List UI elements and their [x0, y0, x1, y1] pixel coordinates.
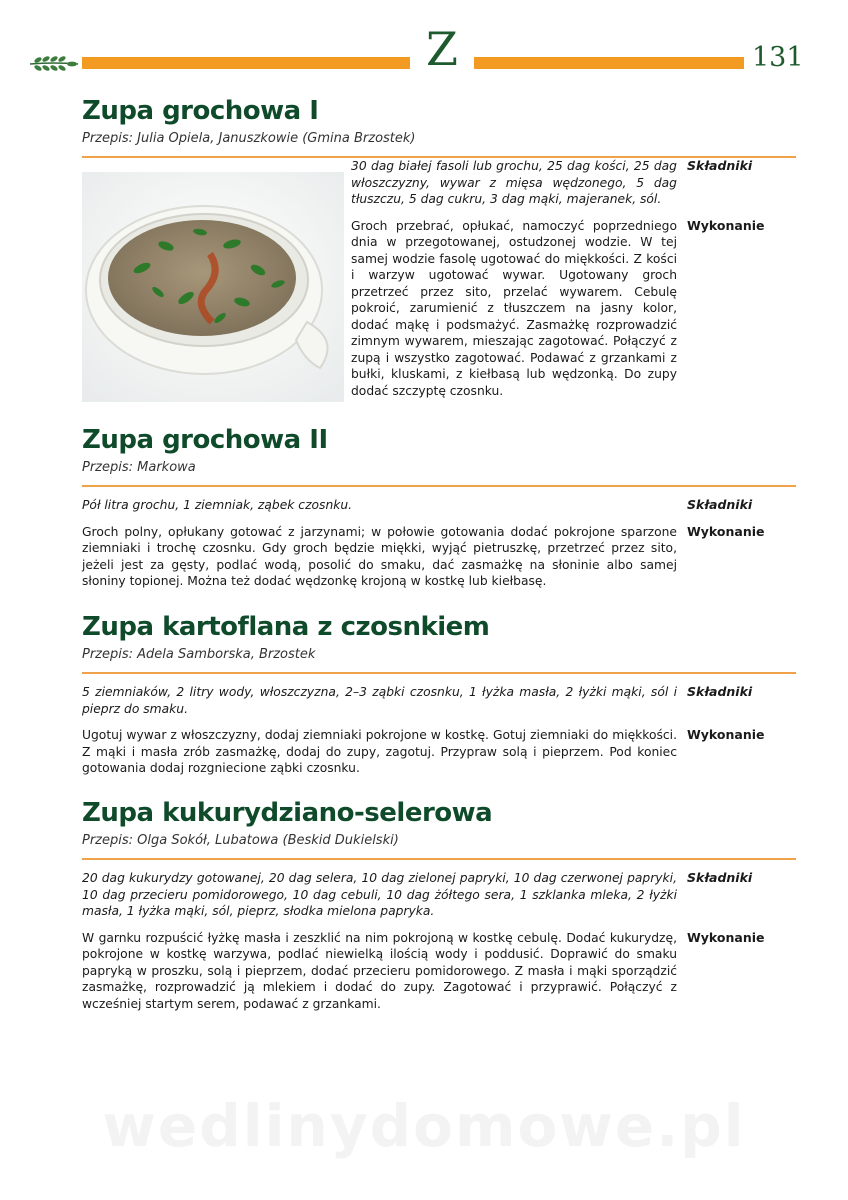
method-text: Groch polny, opłukany gotować z jarzynami; w połowie gotowania dodać pokrojone sparzone ziemniaki i trochę czosnku. Gdy groch będzie miękki, wyjąć pietruszkę, przetrzeć przez sito, jeżeli jest za gęsty, podlać wodą, posolić do smaku, dać zasmażkę na słoninie albo samej słoniny topionej. Można też dodać wędzonkę krojoną w kostkę lub kiełbasę.: [82, 524, 677, 589]
ingredients-text: 20 dag kukurydzy gotowanej, 20 dag selera, 10 dag zielonej papryki, 10 dag czerwonej papryki, 10 dag przecieru pomidorowego, 10 dag cebuli, 10 dag żółtego sera, 1 szklanka mleka, 2 łyżki masła, 1 łyżka mąki, sól, pieprz, słodka mielona papryka.: [82, 871, 677, 919]
method-label: Wykonanie: [687, 217, 765, 233]
recipe-zupa-kukurydziano-selerowa: [82, 798, 796, 1012]
divider-rule: [82, 672, 796, 674]
method-text: Groch przebrać, opłukać, namoczyć poprzedniego dnia w przegotowanej, ostudzonej wodzie. W tej samej wodzie fasolę ugotować do miękkości. Z kości i warzyw ugotować wywar. Ugotowany groch przetrzeć przez sito, przelać wywarem. Cebulę pokroić, zarumienić z tłuszczem na jasny kolor, dodać mąkę i podsmażyć. Zasmażkę rozprowadzić zimnym wywarem, mieszając zagotować. Połączyć z zupą i wszystko zagotować. Podawać z grzankami z bułki, kluskami, z kiełbasą lub wędzonką. Do zupy dodać szczyptę czosnku.: [351, 218, 677, 398]
recipe-title: Zupa grochowa I: [82, 96, 319, 126]
recipe-source: Przepis: Olga Sokół, Lubatowa (Beskid Dukielski): [82, 833, 399, 849]
recipe-zupa-grochowa-1: [82, 96, 796, 418]
watermark: wedlinydomowe.pl: [102, 1092, 746, 1160]
recipe-source: Przepis: Adela Samborska, Brzostek: [82, 647, 316, 663]
ingredients-label: Składniki: [687, 684, 753, 700]
recipe-title: Zupa kukurydziano-selerowa: [82, 798, 493, 828]
divider-rule: [82, 485, 796, 487]
recipe-source: Przepis: Markowa: [82, 460, 196, 476]
ingredients-text: Pół litra grochu, 1 ziemniak, ząbek czosnku.: [82, 498, 353, 513]
recipe-source: Przepis: Julia Opiela, Januszkowie (Gmina Brzostek): [82, 131, 416, 147]
divider-rule: [82, 858, 796, 860]
recipe-zupa-kartoflana: [82, 612, 796, 777]
ingredients-label: Składniki: [687, 158, 753, 174]
ingredients-label: Składniki: [687, 497, 753, 513]
header-bar-left: [82, 57, 410, 69]
recipe-title: Zupa grochowa II: [82, 425, 328, 455]
ingredients-label: Składniki: [687, 870, 753, 886]
recipe-title: Zupa kartoflana z czosnkiem: [82, 612, 490, 642]
method-text: Ugotuj wywar z włoszczyzny, dodaj ziemniaki pokrojone w kostkę. Gotuj ziemniaki do miękkości. Z mąki i masła zrób zasmażkę, dodaj do zupy, zagotuj. Przypraw solą i pieprzem. Pod koniec gotowania dodaj rozgniecione ząbki czosnku.: [82, 728, 677, 776]
ingredients-text: 30 dag białej fasoli lub grochu, 25 dag kości, 25 dag włoszczyzny, wywar z mięsa wędzonego, 5 dag tłuszczu, 5 dag cukru, 3 dag mąki, majeranek, sól.: [351, 159, 677, 207]
method-label: Wykonanie: [687, 727, 765, 743]
method-label: Wykonanie: [687, 929, 765, 945]
header-bar-right: [474, 57, 744, 69]
ingredients-text: 5 ziemniaków, 2 litry wody, włoszczyzna, 2–3 ząbki czosnku, 1 łyżka masła, 2 łyżki mąki, sól i pieprz do smaku.: [82, 685, 677, 716]
recipe-zupa-grochowa-2: [82, 425, 796, 590]
page-number: 131: [752, 42, 804, 73]
method-text: W garnku rozpuścić łyżkę masła i zeszklić na nim pokrojoną w kostkę cebulę. Dodać kukurydzę, pokrojone w kostkę warzywa, podlać niewielką ilością wody i poddusić. Doprawić do smaku papryką w proszku, solą i pieprzem, dodać przecieru pomidorowego. Z masła i mąki sporządzić zasmażkę, rozprowadzić ją mlekiem i dodać do zupy. Zagotować i przyprawić. Połączyć z wcześniej startym serem, podawać z grzankami.: [82, 930, 677, 1011]
method-label: Wykonanie: [687, 523, 765, 539]
page-header: [0, 0, 848, 100]
leaf-ornament-icon: [28, 52, 80, 74]
section-letter: Z: [426, 22, 458, 76]
